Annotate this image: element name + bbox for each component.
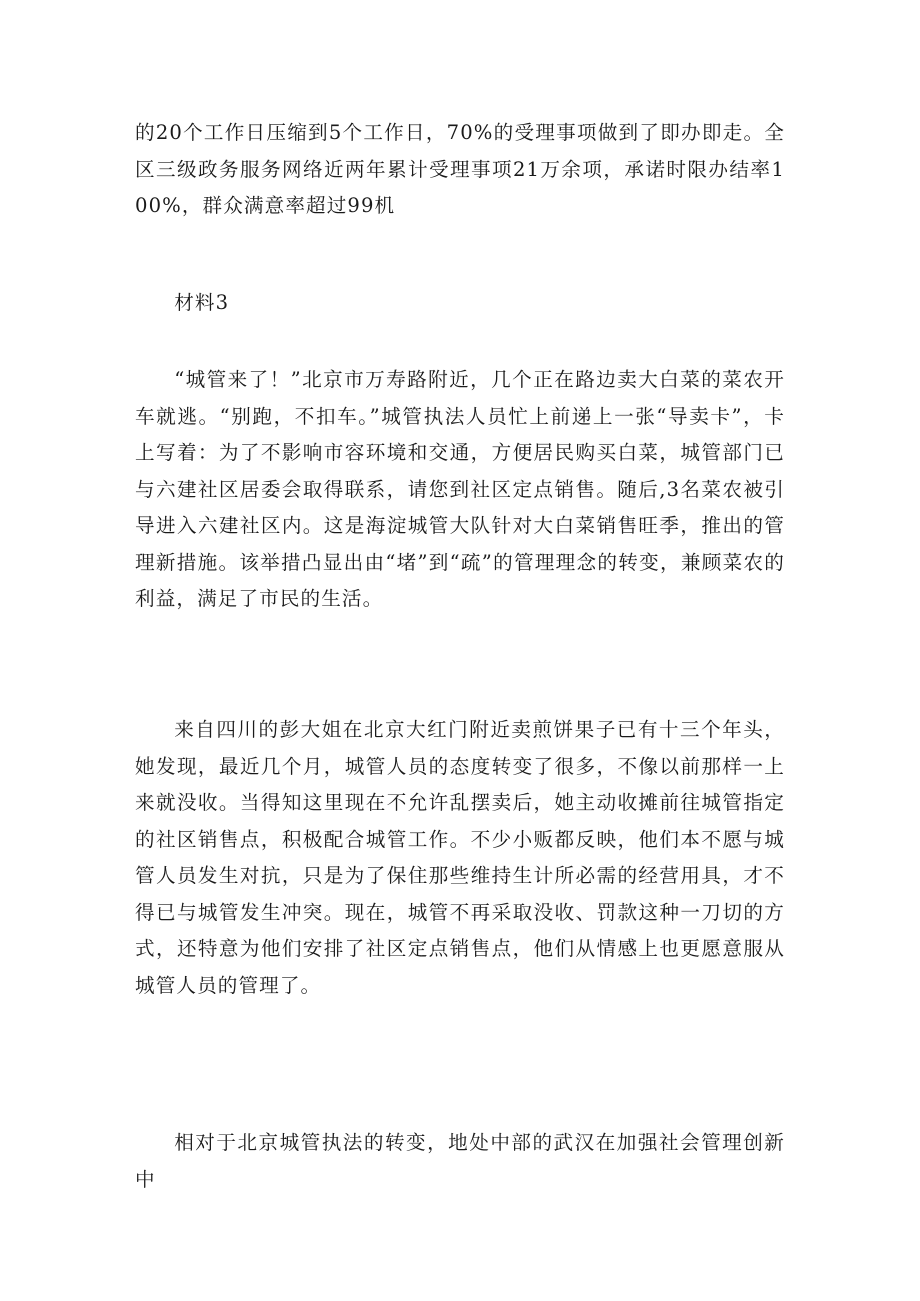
paragraph-urban-management: “城管来了！”北京市万寿路附近，几个正在路边卖大白菜的菜农开车就逃。“别跑，不扣车。”城管执法人员忙上前递上一张“导卖卡”，卡上写着：为了不影响市容环境和交通，方便居民购买白菜，城管部门已与六建社区居委会取得联系，请您到社区定点销售。随后,3名菜农被引导进入六建社区内。这是海淀城管大队针对大白菜销售旺季，推出的管理新措施。该举措凸显出由“堵”到“疏”的管理理念的转变，兼顾菜农的利益，满足了市民的生活。 [135, 368, 785, 610]
section-heading-material-3: 材料3 [174, 291, 230, 314]
paragraph-continued: 的20个工作日压缩到5个工作日，70%的受理事项做到了即办即走。全区三级政务服务网络近两年累计受理事项21万余项，承诺时限办结率100%，群众满意率超过99机 [135, 121, 785, 217]
paragraph-wuhan-intro: 相对于北京城管执法的转变，地处中部的武汉在加强社会管理创新中 [135, 1131, 785, 1191]
paragraph-vendor-story: 来自四川的彭大姐在北京大红门附近卖煎饼果子已有十三个年头，她发现，最近几个月，城管人员的态度转变了很多，不像以前那样一上来就没收。当得知这里现在不允许乱摆卖后，她主动收摊前往城管指定的社区销售点，积极配合城管工作。不少小贩都反映，他们本不愿与城管人员发生对抗，只是为了保住那些维持生计所必需的经营用具，才不得已与城管发生冲突。现在，城管不再采取没收、罚款这种一刀切的方式，还特意为他们安排了社区定点销售点，他们从情感上也更愿意服从城管人员的管理了。 [135, 718, 785, 997]
